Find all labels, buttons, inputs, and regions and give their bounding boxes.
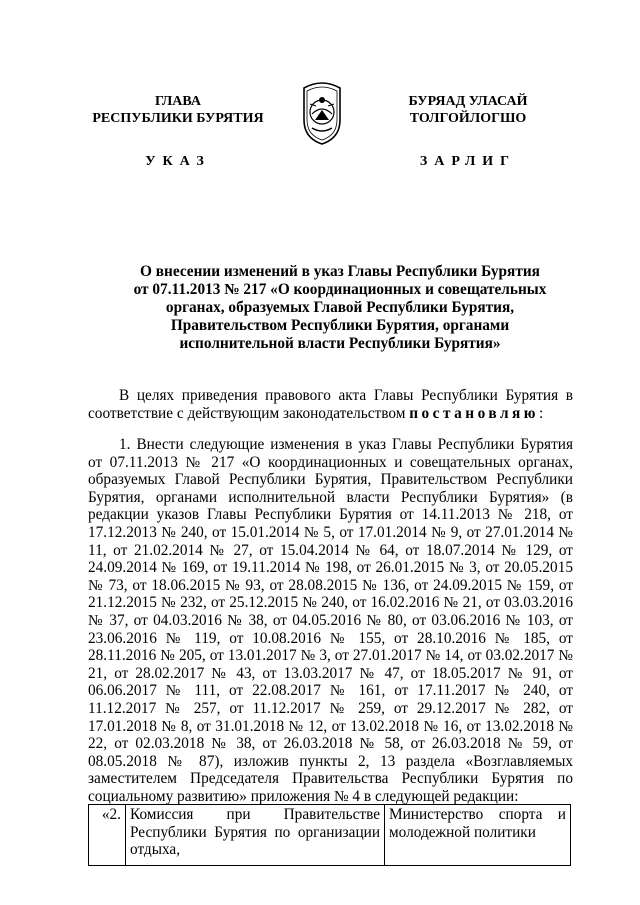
header-left-line1: ГЛАВА (155, 94, 201, 109)
title-line: от 07.11.2013 № 217 «О координационных и совещательных (133, 281, 547, 298)
item-1-paragraph: 1. Внести следующие изменения в указ Главы Республики Бурятия от 07.11.2013 № 217 «О координационных и совещательных органах, образуемых Главой Республики Бурятия, Правительством Республики Бурятия, органами исполнительной власти Республики Бурятия» (в редакции указов Главы Республики Бурятия от 14.11.2013 № 218, от 17.12.2013 № 240, от 15.01.2014 № 5, от 17.01.2014 № 9, от 27.01.2014 № 11, от 21.02.2014 № 27, от 15.04.2014 № 64, от 18.07.2014 № 129, от 24.09.2014 № 169, от 19.11.2014 № 198, от 26.01.2015 № 3, от 20.05.2015 № 73, от 18.06.2015 № 93, от 28.08.2015 № 136, от 24.09.2015 № 159, от 21.12.2015 № 232, от 25.12.2015 № 240, от 16.02.2016 № 21, от 03.03.2016 № 37, от 04.03.2016 № 38, от 04.05.2016 № 80, от 03.06.2016 № 103, от 23.06.2016 № 119, от 10.08.2016 № 155, от 28.10.2016 № 185, от 28.11.2016 № 205, от 13.01.2017 № 3, от 27.01.2017 № 14, от 03.02.2017 № 21, от 28.02.2017 № 43, от 13.03.2017 № 47, от 18.05.2017 № 91, от 06.06.2017 № 111, от 22.08.2017 № 161, от 17.11.2017 № 240, от 11.12.2017 № 257, от 11.12.2017 № 259, от 29.12.2017 № 282, от 17.01.2018 № 8, от 31.01.2018 № 12, от 13.02.2018 № 16, от 13.02.2018 № 22, от 02.03.2018 № 38, от 26.03.2018 № 58, от 26.03.2018 № 59, от 08.05.2018 № 87), изложив пункты 2, 13 раздела «Возглавляемых заместителем Председателя Правительства Республики Бурятия по социальному развитию» приложения № 4 в следующей редакции: (88, 436, 573, 805)
title-line: исполнительной власти Республики Бурятия» (179, 335, 501, 352)
table-cell-body: Комиссия при Правительстве Республики Бурятия по организации отдыха, (126, 805, 385, 866)
table-cell-number: «2. (89, 805, 126, 866)
document-title (100, 263, 580, 353)
table-row (89, 805, 571, 866)
table-cell-responsible: Министерство спорта и молодежной политики (385, 805, 571, 866)
preamble-end: : (539, 404, 544, 422)
header-right-line2: ТОЛГОЙЛОГШО (409, 111, 527, 126)
document-kind-ru: УКАЗ (145, 154, 211, 169)
header-right (368, 93, 568, 170)
title-line: Правительством Республики Бурятия, органами (170, 317, 510, 334)
title-line: органах, образуемых Главой Республики Бурятия, (165, 299, 515, 316)
amendment-table (88, 804, 571, 866)
header-left (78, 93, 278, 170)
header-left-line2: РЕСПУБЛИКИ БУРЯТИЯ (92, 111, 264, 126)
document-kind-bua: ЗАРЛИГ (419, 154, 517, 169)
coat-of-arms-icon (298, 80, 346, 146)
header-right-line1: БУРЯАД УЛАСАЙ (408, 94, 528, 109)
preamble-paragraph (88, 387, 573, 422)
preamble-emphasis: постановляю (409, 404, 539, 422)
preamble-text: В целях приведения правового акта Главы Республики Бурятия в соответствие с действующим законодательством (88, 387, 573, 422)
title-line: О внесении изменений в указ Главы Республики Бурятия (140, 263, 540, 280)
